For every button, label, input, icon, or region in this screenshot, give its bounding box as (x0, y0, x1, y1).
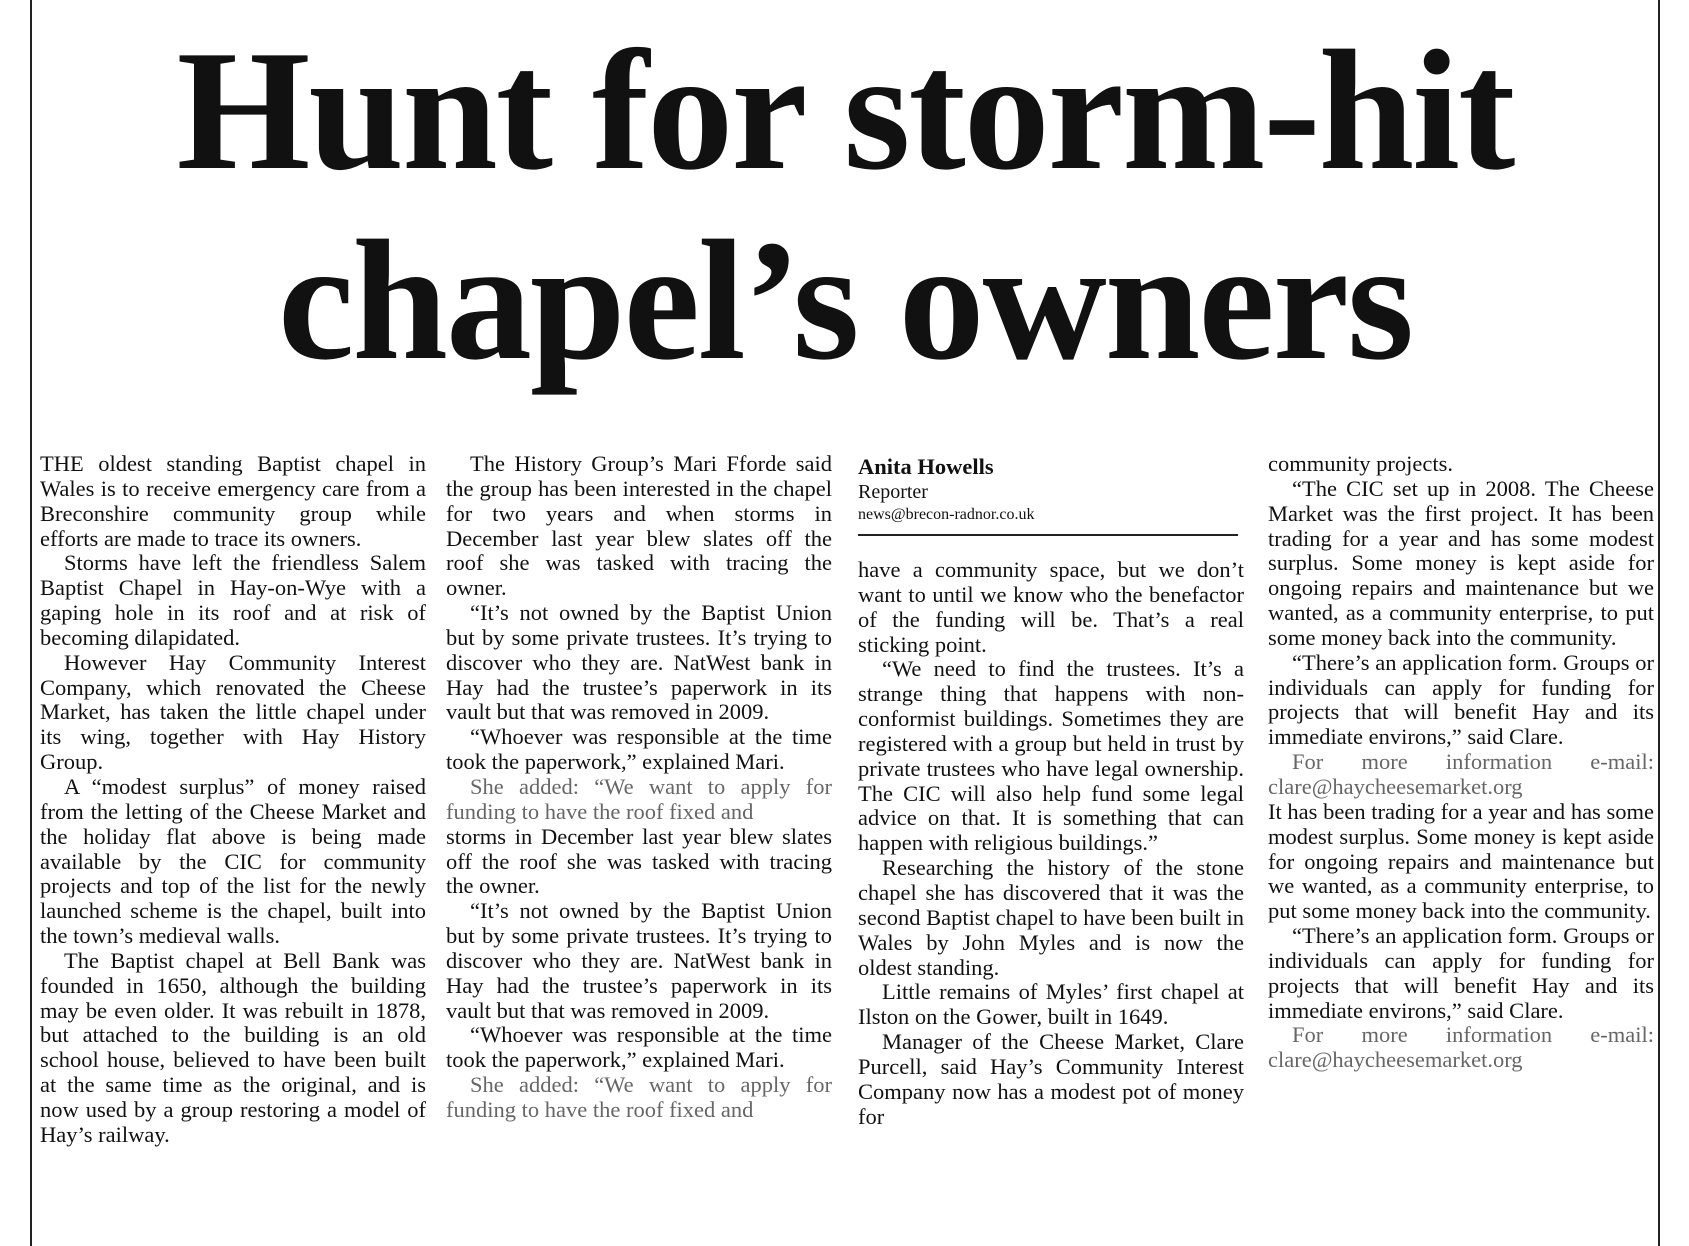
paragraph: She added: “We want to apply for funding to have the roof fixed and (446, 1072, 832, 1122)
paragraph: The History Group’s Mari Fforde said the group has been interested in the chapel for two years and when storms in December last year blew slates off the roof she was tasked with tracing the owner. (446, 451, 832, 601)
paragraph: “It’s not owned by the Baptist Union but by some private trustees. It’s trying to discover who they are. NatWest bank in Hay had the trustee’s paperwork in its vault but that was removed in 2009. (446, 600, 832, 725)
paragraph: However Hay Community Interest Company, which renovated the Cheese Market, has taken the little chapel under its wing, together with Hay History Group. (40, 649, 426, 775)
paragraph: Little remains of Myles’ first chapel at Ilston on the Gower, built in 1649. (858, 979, 1244, 1030)
headline-line-2: chapel’s owners (277, 206, 1413, 396)
headline-line-1: Hunt for storm-hit (176, 16, 1514, 206)
paragraph: THE oldest standing Baptist chapel in Wales is to receive emergency care from a Breconshire community group while efforts are made to trace its owners. (40, 451, 426, 551)
paragraph: storms in December last year blew slates off the roof she was tasked with tracing the owner. (446, 823, 832, 899)
paragraph: Manager of the Cheese Market, Clare Purcell, said Hay’s Community Interest Company now has a modest pot of money for (858, 1029, 1244, 1129)
byline-role: Reporter (858, 481, 928, 503)
contact-email-paragraph: For more information e-mail: clare@haycheesemarket.org (1268, 1022, 1654, 1073)
byline-name: Anita Howells (858, 454, 994, 479)
paragraph: She added: “We want to apply for funding to have the roof fixed and (446, 773, 832, 824)
paragraph: “The CIC set up in 2008. The Cheese Market was the first project. It has been trading for a year and has some modest surplus. Some money is kept aside for ongoing repairs and maintenance but we wanted, as a community enterprise, to put some money back into the community. (1268, 475, 1654, 650)
paragraph: “Whoever was responsible at the time took the paperwork,” explained Mari. (446, 724, 832, 775)
paragraph: A “modest surplus” of money raised from the letting of the Cheese Market and the holiday flat above is being made available by the CIC for community projects and top of the list for the newly launched scheme is the chapel, built into the town’s medieval walls. (40, 773, 426, 949)
paragraph: It has been trading for a year and has some modest surplus. Some money is kept aside for ongoing repairs and maintenance but we wanted, as a community enterprise, to put some money back into the community. (1268, 798, 1654, 924)
paragraph: have a community space, but we don’t want to until we know who the benefactor of the funding will be. That’s a real sticking point. (858, 557, 1244, 657)
paragraph: Storms have left the friendless Salem Baptist Chapel in Hay-on-Wye with a gaping hole in its roof and at risk of becoming dilapidated. (40, 550, 426, 650)
contact-email-paragraph: For more information e-mail: clare@haycheesemarket.org (1268, 749, 1654, 799)
paragraph: community projects. (1268, 451, 1453, 476)
right-border-rule (1658, 0, 1660, 1246)
byline-divider (858, 534, 1238, 536)
headline (40, 16, 1650, 396)
article-column-1 (40, 452, 426, 1148)
paragraph: “It’s not owned by the Baptist Union but by some private trustees. It’s trying to discover who they are. NatWest bank in Hay had the trustee’s paperwork in its vault but that was removed in 2009. (446, 898, 832, 1023)
article-column-3 (858, 558, 1244, 1129)
paragraph: The Baptist chapel at Bell Bank was founded in 1650, although the building may be even older. It was rebuilt in 1878, but attached to the building is an old school house, believed to have been built at the same time as the original, and is now used by a group restoring a model of Hay’s railway. (40, 947, 426, 1147)
left-border-rule (30, 0, 32, 1246)
paragraph: “There’s an application form. Groups or individuals can apply for funding for projects that will benefit Hay and its immediate environs,” said Clare. (1268, 649, 1654, 750)
article-column-2 (446, 452, 832, 1123)
byline-email: news@brecon-radnor.co.uk (858, 506, 1035, 523)
byline (858, 454, 1238, 536)
paragraph: “We need to find the trustees. It’s a strange thing that happens with non-conformist buildings. Sometimes they are registered with a group but held in trust by private trustees who have legal ownership. The CIC will also help fund some legal advice on that. It is something that can happen with religious buildings.” (858, 656, 1244, 856)
article-column-4 (1268, 452, 1654, 1073)
paragraph: “There’s an application form. Groups or individuals can apply for funding for projects that will benefit Hay and its immediate environs,” said Clare. (1268, 923, 1654, 1023)
paragraph: “Whoever was responsible at the time took the paperwork,” explained Mari. (446, 1022, 832, 1073)
paragraph: Researching the history of the stone chapel she has discovered that it was the second Baptist chapel to have been built in Wales by John Myles and is now the oldest standing. (858, 855, 1244, 980)
